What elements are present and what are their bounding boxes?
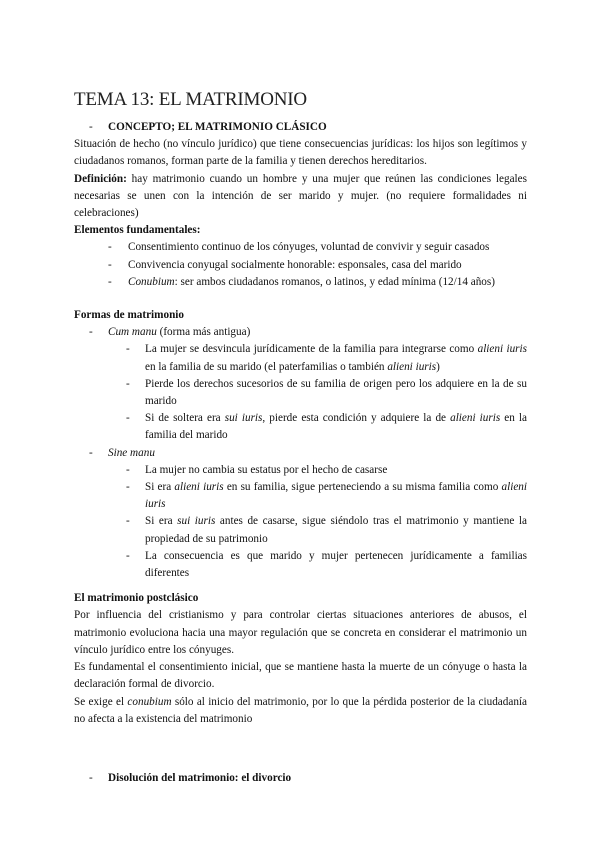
term: alieni iuris [477, 343, 527, 356]
text: Si era [145, 515, 178, 528]
bullet-dash: - [108, 241, 112, 254]
text: , pierde esta condición y adquiere la de [262, 412, 451, 425]
list-item-text: Pierde los derechos sucesorios de su familia de origen pero los adquiere en la de su marido [145, 377, 527, 408]
bullet-dash: - [89, 121, 93, 133]
bullet-dash: - [126, 343, 130, 356]
text: (forma más antigua) [156, 326, 251, 339]
list-item-sine-manu [74, 445, 527, 462]
bullet-dash: - [126, 463, 130, 476]
list-item [74, 341, 527, 375]
list-item [74, 548, 527, 582]
section-heading-concepto-row [74, 119, 527, 136]
list-item [74, 479, 527, 513]
list-item-text [145, 479, 527, 513]
definicion-text: hay matrimonio cuando un hombre y una mujer que reúnen las condiciones legales necesarias se unen con la intención de ser marido y mujer. (no requiere formalidades ni celebraciones) [74, 172, 527, 220]
bullet-dash: - [126, 515, 130, 528]
list-item-text [145, 341, 527, 375]
list-item-cum-manu [74, 324, 527, 341]
list-item [74, 257, 527, 274]
paragraph [74, 694, 527, 728]
elementos-heading: Elementos fundamentales: [74, 224, 201, 237]
term: conubium [127, 695, 172, 708]
list-item [74, 513, 527, 547]
term: Cum manu [108, 326, 157, 339]
list-item-text [145, 513, 527, 547]
bullet-dash: - [89, 446, 93, 459]
term: Conubium [128, 275, 175, 288]
paragraph-situacion: Situación de hecho (no vínculo jurídico) que tiene consecuencias jurídicas: los hijos son legítimos y ciudadanos romanos, forman parte de la familia y tienen derechos hereditarios. [74, 138, 527, 168]
definicion-label: Definición: [74, 172, 127, 185]
bullet-dash: - [89, 326, 93, 339]
list-item-text: La consecuencia es que marido y mujer pertenecen jurídicamente a familias diferentes [145, 549, 527, 580]
list-item-text [108, 324, 527, 341]
section-heading-concepto: CONCEPTO; EL MATRIMONIO CLÁSICO [108, 121, 327, 133]
paragraph-definicion [74, 171, 527, 223]
list-item [74, 462, 527, 479]
list-item-text: Convivencia conyugal socialmente honorable: esponsales, casa del marido [128, 258, 462, 271]
list-item-text [128, 274, 527, 291]
text: : ser ambos ciudadanos romanos, o latinos, y edad mínima (12/14 años) [174, 275, 495, 288]
term: alieni iuris [387, 360, 437, 373]
text: Si era [145, 481, 175, 494]
term: sui iuris [224, 412, 263, 425]
bullet-dash: - [108, 258, 112, 271]
term: alieni iuris [145, 481, 527, 511]
list-item [74, 239, 527, 256]
bullet-dash: - [126, 549, 130, 562]
text: en la familia del marido [145, 412, 527, 442]
list-item-text: La mujer no cambia su estatus por el hecho de casarse [145, 463, 388, 476]
document [74, 88, 527, 787]
list-item [74, 410, 527, 444]
text: en la familia de su marido (el paterfamilias o también [145, 360, 388, 373]
text: en su familia, sigue perteneciendo a su misma familia como [223, 481, 502, 494]
text: Si de soltera era [145, 412, 225, 425]
disolucion-heading-row [74, 770, 527, 787]
bullet-dash: - [108, 275, 112, 288]
disolucion-heading: Disolución del matrimonio: el divorcio [108, 771, 292, 784]
bullet-dash: - [126, 481, 130, 494]
text: ) [436, 360, 440, 373]
postclasico-heading: El matrimonio postclásico [74, 592, 199, 605]
list-item-text: Consentimiento continuo de los cónyuges, voluntad de convivir y seguir casados [128, 241, 490, 254]
bullet-dash: - [89, 771, 93, 784]
term: sui iuris [177, 515, 216, 528]
term: alieni iuris [174, 481, 224, 494]
text: antes de casarse, sigue siéndolo tras el matrimonio y mantiene la propiedad de su patrimonio [145, 515, 527, 545]
list-item-text [145, 410, 527, 444]
list-item [74, 376, 527, 410]
text: La mujer se desvincula jurídicamente de la familia para integrarse como [145, 343, 478, 356]
bullet-dash: - [126, 412, 130, 425]
text: Se exige el [74, 695, 128, 708]
bullet-dash: - [126, 377, 130, 390]
paragraph: Por influencia del cristianismo y para controlar ciertas situaciones anteriores de abusos, el matrimonio evoluciona hacia una mayor regulación que se concreta en considerar el matrimonio un vínculo jurídico entre los cónyuges. [74, 609, 527, 656]
term: Sine manu [108, 446, 155, 459]
page-title: TEMA 13: EL MATRIMONIO [74, 89, 307, 110]
term: alieni iuris [450, 412, 501, 425]
formas-heading: Formas de matrimonio [74, 309, 184, 322]
list-item [74, 274, 527, 291]
paragraph: Es fundamental el consentimiento inicial, que se mantiene hasta la muerte de un cónyuge o hasta la declaración formal de divorcio. [74, 661, 527, 691]
text: sólo al inicio del matrimonio, por lo que la pérdida posterior de la ciudadanía no afecta a la existencia del matrimonio [74, 695, 527, 725]
